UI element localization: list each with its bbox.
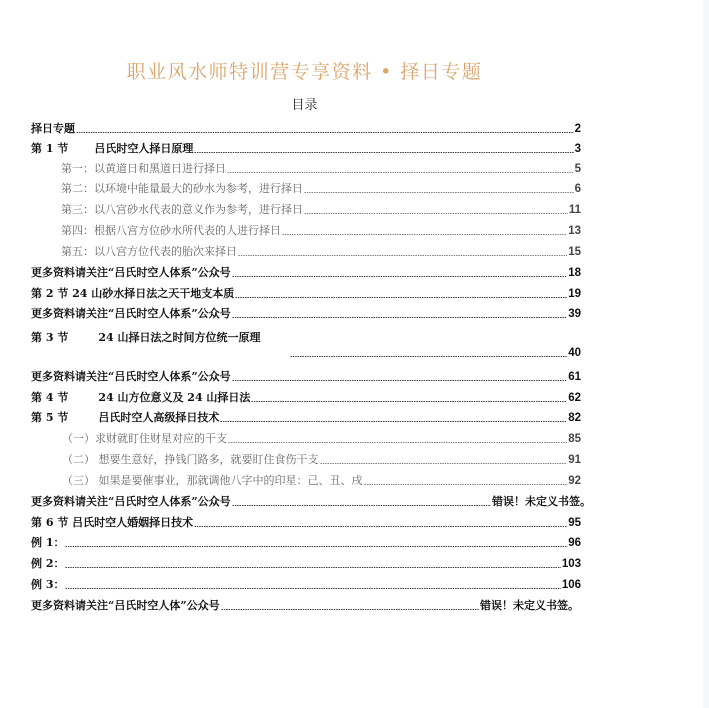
toc-entry-prefix: 第 1 节 xyxy=(31,142,69,155)
toc-entry[interactable] xyxy=(31,366,581,384)
toc-entry-label: 第二：以环境中能量最大的砂水为参考，进行择日 xyxy=(61,182,303,195)
toc-entry-page: 15 xyxy=(568,246,581,258)
toc-entry-label: 更多资料请关注“吕氏时空人体系”公众号 xyxy=(31,307,231,320)
toc-entry-continuation[interactable] xyxy=(289,342,581,360)
dot-leader xyxy=(65,559,560,569)
toc-entry-label: 例 1： xyxy=(31,536,65,549)
toc-entry-page: 19 xyxy=(568,288,581,300)
toc-entry-label: 例 2： xyxy=(31,557,65,570)
toc-entry-label: 24 山方位意义及 24 山择日法 xyxy=(98,391,251,404)
toc-entry-page: 62 xyxy=(568,392,581,404)
toc-entry-page: 13 xyxy=(568,225,581,237)
toc-entry-label: 择日专题 xyxy=(31,122,75,135)
toc-entry-label: 第五：以八宫方位代表的胎次来择日 xyxy=(61,245,237,258)
dot-leader xyxy=(76,124,574,134)
toc-entry-page: 11 xyxy=(568,204,581,216)
dot-leader xyxy=(227,164,574,174)
toc-entry-page: 92 xyxy=(568,475,581,487)
dot-leader xyxy=(232,309,568,319)
toc-entry-label: 更多资料请关注“吕氏时空人体系”公众号 xyxy=(31,495,231,508)
toc-entry-label: 更多资料请关注“吕氏时空人体系”公众号 xyxy=(31,370,231,383)
toc-entry-page: 96 xyxy=(568,537,581,549)
toc-entry-label: 第 6 节 吕氏时空人婚姻择日技术 xyxy=(31,516,194,529)
page-edge-margin xyxy=(703,0,709,708)
toc-entry[interactable] xyxy=(61,241,581,259)
bookmark-error-text: 错误！未定义书签。 xyxy=(492,495,591,508)
toc-entry[interactable] xyxy=(61,199,581,217)
dot-leader xyxy=(364,476,568,486)
dot-leader xyxy=(238,247,567,257)
toc-entry-label: 更多资料请关注“吕氏时空人体系”公众号 xyxy=(31,266,231,279)
toc-entry[interactable] xyxy=(62,428,581,446)
toc-entry-page: 95 xyxy=(568,517,581,529)
toc-entry-label: 第三：以八宫砂水代表的意义作为参考，进行择日 xyxy=(61,203,303,216)
toc-entry-label: 吕氏时空人择日原理 xyxy=(94,142,194,155)
toc-entry[interactable] xyxy=(31,138,581,156)
toc-entry[interactable] xyxy=(31,407,581,425)
dot-leader xyxy=(320,455,568,465)
toc-entry-label: 第 2 节 24 山砂水择日法之天干地支本质 xyxy=(31,287,235,300)
toc-entry-page: 5 xyxy=(574,163,581,175)
toc-entry[interactable] xyxy=(31,283,581,301)
toc-entry-page: 82 xyxy=(568,412,581,424)
toc-entry[interactable] xyxy=(61,178,581,196)
toc-entry-label: 24 山择日法之时间方位统一原理 xyxy=(98,331,261,344)
toc-entry[interactable] xyxy=(31,553,581,571)
toc-entry-prefix: 第 3 节 xyxy=(31,331,69,344)
toc-heading: 目录 xyxy=(291,98,318,113)
toc-entry-page: 103 xyxy=(561,558,581,570)
dot-leader xyxy=(194,144,573,154)
toc-entry-page: 3 xyxy=(574,143,581,155)
dot-leader xyxy=(232,268,568,278)
dot-leader xyxy=(220,413,567,423)
dot-leader xyxy=(221,601,479,611)
toc-entry[interactable] xyxy=(31,491,591,509)
toc-entry[interactable] xyxy=(62,449,581,467)
bookmark-error-text: 错误！未定义书签。 xyxy=(480,599,579,612)
toc-entry[interactable] xyxy=(31,303,581,321)
toc-entry-page: 18 xyxy=(568,267,581,279)
toc-entry-page: 61 xyxy=(568,371,581,383)
toc-entry-page: 6 xyxy=(574,183,581,195)
dot-leader xyxy=(282,226,567,236)
toc-entry-label: （三） 如果是要催事业，那就调他八字中的印星：己、丑、戌 xyxy=(62,474,363,487)
dot-leader xyxy=(65,580,560,590)
dot-leader xyxy=(251,393,567,403)
dot-leader xyxy=(194,518,567,528)
toc-entry-page: 40 xyxy=(568,347,581,359)
dot-leader xyxy=(304,205,568,215)
dot-leader xyxy=(235,289,567,299)
toc-entry-prefix: 第 4 节 xyxy=(31,391,69,404)
document-title: 职业风水师特训营专享资料 • 择日专题 xyxy=(126,61,483,83)
toc-entry[interactable] xyxy=(31,387,581,405)
toc-entry[interactable] xyxy=(31,595,579,613)
toc-entry-prefix: 第 5 节 xyxy=(31,411,69,424)
toc-entry-label: 第一：以黄道日和黑道日进行择日 xyxy=(61,162,226,175)
toc-entry[interactable] xyxy=(31,118,581,136)
toc-entry[interactable] xyxy=(31,512,581,530)
toc-entry-label: 更多资料请关注“吕氏时空人体”公众号 xyxy=(31,599,220,612)
dot-leader xyxy=(304,184,574,194)
toc-entry-label: 第四：根据八宫方位砂水所代表的人进行择日 xyxy=(61,224,281,237)
dot-leader xyxy=(228,434,567,444)
toc-entry-page: 2 xyxy=(574,123,581,135)
toc-entry[interactable] xyxy=(62,470,581,488)
toc-entry-page: 85 xyxy=(568,433,581,445)
toc-entry-label: 例 3： xyxy=(31,578,65,591)
dot-leader xyxy=(232,497,491,507)
toc-entry[interactable] xyxy=(61,158,581,176)
toc-entry-page: 39 xyxy=(568,308,581,320)
toc-entry[interactable] xyxy=(31,574,581,592)
toc-entry-label: 吕氏时空人高级择日技术 xyxy=(98,411,220,424)
dot-leader xyxy=(65,538,567,548)
toc-entry[interactable] xyxy=(61,220,581,238)
toc-entry[interactable] xyxy=(31,532,581,550)
toc-entry-label: （二） 想要生意好，挣钱门路多，就要盯住食伤干支 xyxy=(62,453,319,466)
dot-leader xyxy=(290,348,567,358)
toc-entry-page: 106 xyxy=(561,579,581,591)
toc-entry-page: 91 xyxy=(568,454,581,466)
toc-entry-label: （一）求财就盯住财星对应的干支 xyxy=(62,432,227,445)
dot-leader xyxy=(232,372,568,382)
toc-entry[interactable] xyxy=(31,262,581,280)
